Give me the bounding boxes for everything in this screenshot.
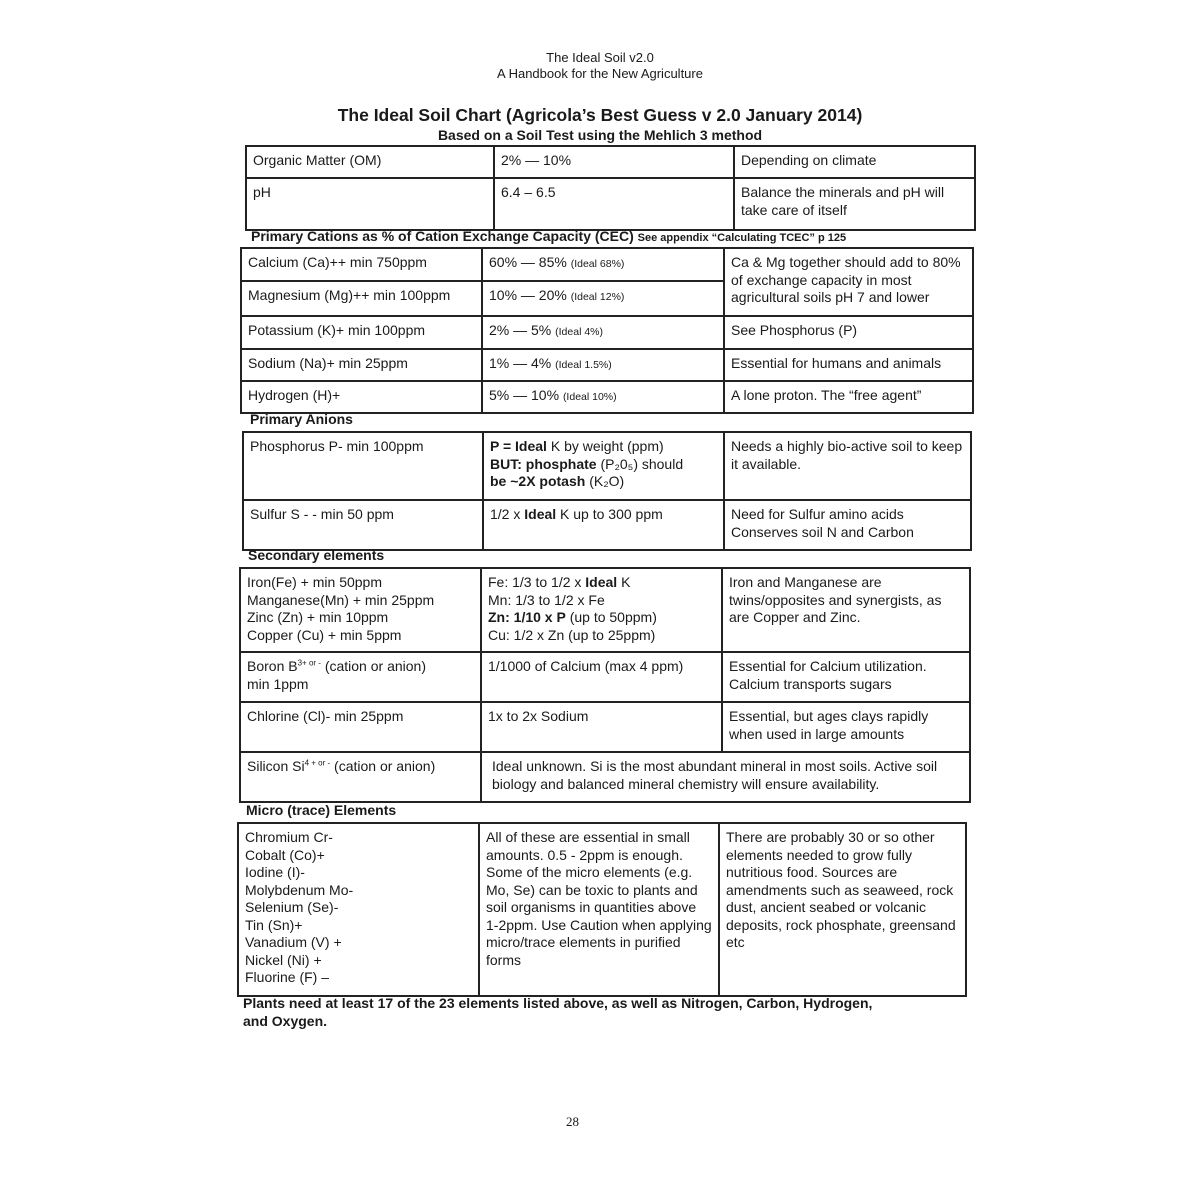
micro-table [237, 822, 967, 997]
table-row [240, 702, 970, 752]
sodium-range: 1% — 4% (Ideal 1.5%) [482, 349, 724, 381]
om-range: 2% — 10% [494, 146, 734, 178]
phosphorus-name: Phosphorus P- min 100ppm [243, 432, 483, 500]
table-row [241, 248, 973, 281]
boron-note: Essential for Calcium utilization. Calcium transports sugars [722, 652, 970, 702]
running-header [0, 50, 1200, 82]
magnesium-name: Magnesium (Mg)++ min 100ppm [241, 281, 482, 316]
ph-name: pH [246, 178, 494, 230]
micro-middle-note: All of these are essential in small amounts. 0.5 - 2ppm is enough. Some of the micro elements (e.g. Mo, Se) can be toxic to plants and soil organisms in quantities above 1-2ppm. Use Caution when applying micro/trace elements in purified forms [479, 823, 719, 996]
chart-title: The Ideal Soil Chart (Agricola’s Best Guess v 2.0 January 2014) [337, 105, 863, 125]
silicon-name: Silicon $Si^{4 + or -}$ (cation or anion) [240, 752, 481, 802]
ph-range: 6.4 – 6.5 [494, 178, 734, 230]
table-row [241, 316, 973, 349]
phosphorus-note: Needs a highly bio-active soil to keep it available. [724, 432, 971, 500]
list-item: Chromium Cr- [245, 829, 333, 845]
micro-right-note: There are probably 30 or so other elements needed to grow fully nutritious food. Sources are amendments such as seaweed, rock dust, ancient seabed or volcanic deposits, rock phosphate, greensand etc [719, 823, 966, 996]
list-item: Tin (Sn)+ [245, 916, 303, 933]
table-row [240, 652, 970, 702]
table-row [240, 752, 970, 802]
header-book-title: The Ideal Soil v2.0 [546, 50, 654, 65]
chlorine-note: Essential, but ages clays rapidly when used in large amounts [722, 702, 970, 752]
table-row [243, 432, 971, 500]
page-number: 28 [566, 1114, 579, 1129]
boron-name: Boron $B^{3+ or -}$ (cation or anion) min 1ppm [240, 652, 481, 702]
sulfur-name: Sulfur S - - min 50 ppm [243, 500, 483, 550]
table-row [246, 146, 975, 178]
anions-table [242, 431, 972, 551]
list-item: Nickel (Ni) + [245, 951, 322, 968]
micro-section-label: Micro (trace) Elements [246, 802, 397, 818]
cations-appendix-note: See appendix “Calculating TCEC” p 125 [637, 232, 847, 244]
om-note: Depending on climate [734, 146, 975, 178]
chlorine-range: 1x to 2x Sodium [481, 702, 722, 752]
list-item: Vanadium (V) + [245, 934, 342, 950]
boron-range: 1/1000 of Calcium (max 4 ppm) [481, 652, 722, 702]
table-row [246, 178, 975, 230]
cations-section-label: Primary Cations as % of Cation Exchange Capacity (CEC) See appendix “Calculating TCEC” p 125 [251, 228, 847, 244]
list-item: Cobalt (Co)+ [245, 846, 325, 863]
secondary-table [239, 567, 971, 803]
silicon-note: Ideal unknown. Si is the most abundant mineral in most soils. Active soil biology and balanced mineral chemistry will ensure availability. [481, 752, 970, 802]
metals-names: Iron(Fe) + min 50ppm Manganese(Mn) + min 25ppm Zinc (Zn) + min 10ppm Copper (Cu) + min 5ppm [240, 568, 481, 652]
calcium-range: 60% — 85% (Ideal 68%) [482, 248, 724, 281]
sulfur-range: 1/2 x Ideal K up to 300 ppm [483, 500, 724, 550]
hydrogen-range: 5% — 10% (Ideal 10%) [482, 381, 724, 413]
potassium-name: Potassium (K)+ min 100ppm [241, 316, 482, 349]
sodium-note: Essential for humans and animals [724, 349, 973, 381]
sulfur-note: Need for Sulfur amino acids Conserves soil N and Carbon [724, 500, 971, 550]
micro-element-list [238, 823, 479, 996]
table-row [243, 500, 971, 550]
chart-subtitle: Based on a Soil Test using the Mehlich 3 method [437, 127, 763, 143]
ph-note: Balance the minerals and pH will take care of itself [734, 178, 975, 230]
calcium-name: Calcium (Ca)++ min 750ppm [241, 248, 482, 281]
table-row [240, 568, 970, 652]
metals-note: Iron and Manganese are twins/opposites and synergists, as are Copper and Zinc. [722, 568, 970, 652]
metals-ranges: Fe: 1/3 to 1/2 x Ideal K Mn: 1/3 to 1/2 x Fe Zn: 1/10 x P (up to 50ppm) Cu: 1/2 x Zn (up to 25ppm) [481, 568, 722, 652]
anions-section-label: Primary Anions [250, 411, 353, 427]
potassium-range: 2% — 5% (Ideal 4%) [482, 316, 724, 349]
footer-note: Plants need at least 17 of the 23 elements listed above, as well as Nitrogen, Carbon, Hydrogen, and Oxygen. [243, 995, 873, 1029]
list-item: Iodine (I)- [245, 864, 305, 880]
sodium-name: Sodium (Na)+ min 25ppm [241, 349, 482, 381]
magnesium-range: 10% — 20% (Ideal 12%) [482, 281, 724, 316]
secondary-section-label: Secondary elements [248, 547, 385, 563]
header-book-subtitle: A Handbook for the New Agriculture [497, 66, 703, 81]
table-row [241, 349, 973, 381]
table-row [241, 381, 973, 413]
hydrogen-name: Hydrogen (H)+ [241, 381, 482, 413]
list-item: Fluorine (F) – [245, 969, 330, 985]
om-name: Organic Matter (OM) [246, 146, 494, 178]
list-item: Molybdenum Mo- [245, 881, 354, 898]
table-row [238, 823, 966, 996]
cations-table [240, 247, 974, 414]
ca-mg-note: Ca & Mg together should add to 80% of exchange capacity in most agricultural soils pH 7 and lower [724, 248, 973, 316]
chlorine-name: Chlorine (Cl)- min 25ppm [240, 702, 481, 752]
phosphorus-range: P = Ideal K by weight (ppm) BUT: phosphate (P₂0₅) should be ~2X potash (K₂O) [483, 432, 724, 500]
hydrogen-note: A lone proton. The “free agent” [724, 381, 973, 413]
potassium-note: See Phosphorus (P) [724, 316, 973, 349]
basics-table [245, 145, 976, 231]
list-item: Selenium (Se)- [245, 899, 339, 915]
